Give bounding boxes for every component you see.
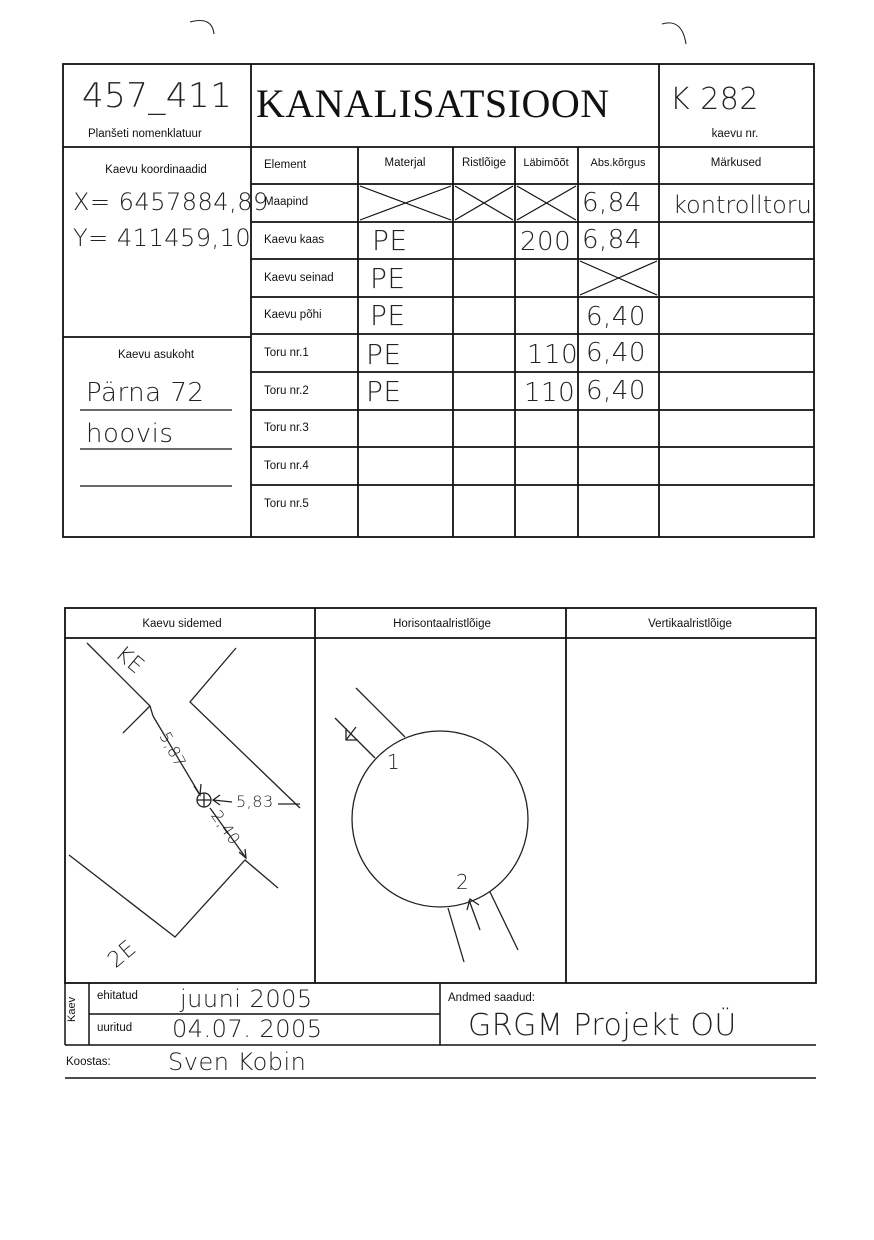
data-source-value: GRGM Projekt OÜ — [468, 1008, 737, 1043]
sketch-title-horizontal: Horisontaalristlõige — [393, 618, 491, 630]
location-line-1: Pärna 72 — [86, 378, 205, 408]
author-label: Koostas: — [66, 1056, 111, 1068]
nomenclature-label: Planšeti nomenklatuur — [88, 128, 202, 140]
form-title: KANALISATSIOON — [256, 81, 610, 126]
row-abs: 6,40 — [586, 338, 646, 368]
nomenclature-value: 457_411 — [82, 76, 233, 116]
footer-side-label: Kaev — [66, 996, 78, 1022]
data-source-label: Andmed saadud: — [448, 992, 535, 1004]
coordinate-y: Y= 411459,10 — [73, 224, 252, 252]
row-diameter: 200 — [520, 227, 572, 257]
row-element: Toru nr.2 — [264, 385, 309, 397]
header-material: Materjal — [384, 157, 426, 169]
row-abs: 6,40 — [586, 376, 646, 406]
pipe-label-2: 2 — [456, 870, 470, 894]
row-element: Toru nr.4 — [264, 460, 309, 472]
row-element: Kaevu põhi — [264, 309, 322, 321]
row-notes: kontrolltoru — [673, 191, 812, 219]
dimension-2: 5,83 — [236, 792, 274, 811]
header-abs-height: Abs.kõrgus — [590, 157, 646, 169]
row-material: PE — [370, 262, 406, 295]
well-number-value: K 282 — [670, 82, 759, 117]
row-element: Kaevu seinad — [264, 272, 334, 284]
row-abs: 6,84 — [582, 188, 642, 218]
row-diameter: 110 — [524, 378, 576, 408]
location-line-2: hoovis — [86, 419, 174, 449]
header-diameter: Läbimõõt — [523, 157, 569, 169]
header-notes: Märkused — [710, 157, 762, 169]
header-element: Element — [264, 159, 307, 171]
row-diameter: 110 — [527, 340, 579, 370]
row-material: PE — [370, 299, 406, 332]
row-element: Maapind — [264, 196, 309, 208]
pipe-label-1: 1 — [387, 750, 401, 774]
row-element: Kaevu kaas — [264, 234, 325, 246]
sketch-title-vertical: Vertikaalristlõige — [648, 618, 732, 630]
built-label: ehitatud — [97, 990, 138, 1002]
surveyed-value: 04.07. 2005 — [172, 1015, 323, 1043]
dimension-3: 2,40 — [207, 806, 245, 849]
well-number-label: kaevu nr. — [711, 128, 759, 140]
author-value: Sven Kobin — [168, 1048, 307, 1076]
row-element: Toru nr.1 — [264, 347, 309, 359]
row-abs: 6,40 — [586, 302, 646, 332]
sketch-title-connections: Kaevu sidemed — [142, 618, 222, 630]
row-element: Toru nr.5 — [264, 498, 309, 510]
surveyed-label: uuritud — [97, 1022, 133, 1034]
row-material: PE — [372, 224, 408, 257]
row-element: Toru nr.3 — [264, 422, 309, 434]
header-cross-section: Ristlõige — [461, 157, 507, 169]
row-abs: 6,84 — [582, 225, 642, 255]
location-label: Kaevu asukoht — [117, 349, 195, 361]
row-material: PE — [366, 338, 402, 371]
coordinate-x: X= 6457884,89 — [73, 188, 269, 216]
building-label-top: KE — [110, 641, 149, 680]
built-value: juuni 2005 — [180, 985, 313, 1013]
building-label-bottom: 2E — [103, 935, 142, 974]
dimension-1: 5,87 — [155, 728, 191, 771]
coordinates-label: Kaevu koordinaadid — [105, 164, 207, 176]
row-material: PE — [366, 375, 402, 408]
